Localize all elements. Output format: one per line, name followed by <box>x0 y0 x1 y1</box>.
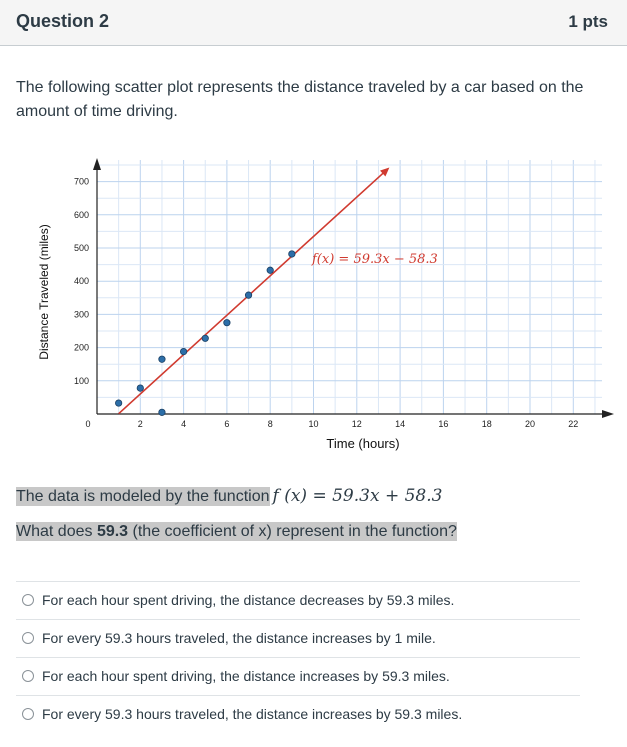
radio-button[interactable] <box>22 670 34 682</box>
data-point <box>289 251 295 257</box>
question-title: Question 2 <box>16 11 110 31</box>
radio-button[interactable] <box>22 632 34 644</box>
function-statement <box>16 484 442 509</box>
x-tick-label: 22 <box>568 419 579 429</box>
y-tick-label: 700 <box>73 176 89 187</box>
y-axis-label: Distance Traveled (miles) <box>37 224 51 360</box>
x-tick-label: 6 <box>224 419 230 429</box>
data-point <box>202 335 208 341</box>
x-axis-label: Time (hours) <box>326 436 400 451</box>
trendline <box>119 172 385 414</box>
data-point <box>180 348 186 354</box>
answer-label[interactable]: For each hour spent driving, the distance decreases by 59.3 miles. <box>42 592 455 608</box>
answer-option-4[interactable] <box>16 695 580 733</box>
data-point <box>115 400 121 406</box>
y-tick-label: 200 <box>73 342 89 353</box>
y-tick-label: 500 <box>73 243 89 253</box>
x-tick-label: 8 <box>267 419 273 429</box>
question-prompt: The following scatter plot represents the distance traveled by a car based on the amount of time driving. <box>16 79 584 120</box>
data-point <box>224 320 230 326</box>
answer-label[interactable]: For each hour spent driving, the distance increases by 59.3 miles. <box>42 668 450 684</box>
x-tick-label: 18 <box>481 419 492 429</box>
answer-list <box>16 581 580 733</box>
x-tick-label: 0 <box>85 419 91 429</box>
x-tick-label: 2 <box>137 419 143 429</box>
answer-label[interactable]: For every 59.3 hours traveled, the distance increases by 1 mile. <box>42 630 436 646</box>
x-tick-label: 14 <box>395 419 406 429</box>
x-tick-label: 10 <box>308 419 319 429</box>
data-point <box>137 385 143 391</box>
question-coefficient: 59.3 <box>96 523 129 540</box>
radio-button[interactable] <box>22 708 34 720</box>
answer-option-2[interactable] <box>16 619 580 657</box>
y-tick-label: 400 <box>73 276 89 287</box>
data-point <box>245 292 251 298</box>
data-point <box>159 409 165 415</box>
question-points: 1 pts <box>568 12 608 31</box>
question-text-after: (the coefficient of x) represent in the function? <box>128 523 457 540</box>
answer-option-3[interactable] <box>16 657 580 695</box>
question-text-before: What does <box>16 523 97 540</box>
y-tick-label: 300 <box>73 309 89 320</box>
answer-option-1[interactable] <box>16 581 580 619</box>
scatter-plot <box>30 150 620 460</box>
data-point <box>267 267 273 273</box>
question-text <box>16 520 457 544</box>
x-tick-label: 12 <box>351 419 362 429</box>
function-annotation: f(x) = 59.3x − 58.3 <box>312 252 438 267</box>
y-tick-label: 600 <box>73 209 89 220</box>
y-tick-label: 100 <box>73 375 89 386</box>
y-axis-arrow <box>93 158 101 170</box>
data-point <box>159 356 165 362</box>
x-tick-label: 16 <box>438 419 449 429</box>
x-tick-label: 4 <box>181 419 187 429</box>
x-axis-arrow <box>602 410 614 418</box>
answer-label[interactable]: For every 59.3 hours traveled, the distance increases by 59.3 miles. <box>42 706 463 722</box>
function-statement-text: The data is modeled by the function <box>16 488 270 505</box>
radio-button[interactable] <box>22 594 34 606</box>
question-header <box>0 0 627 46</box>
x-tick-label: 20 <box>524 419 536 429</box>
function-formula: f (x) = 59.3x + 58.3 <box>272 486 443 506</box>
